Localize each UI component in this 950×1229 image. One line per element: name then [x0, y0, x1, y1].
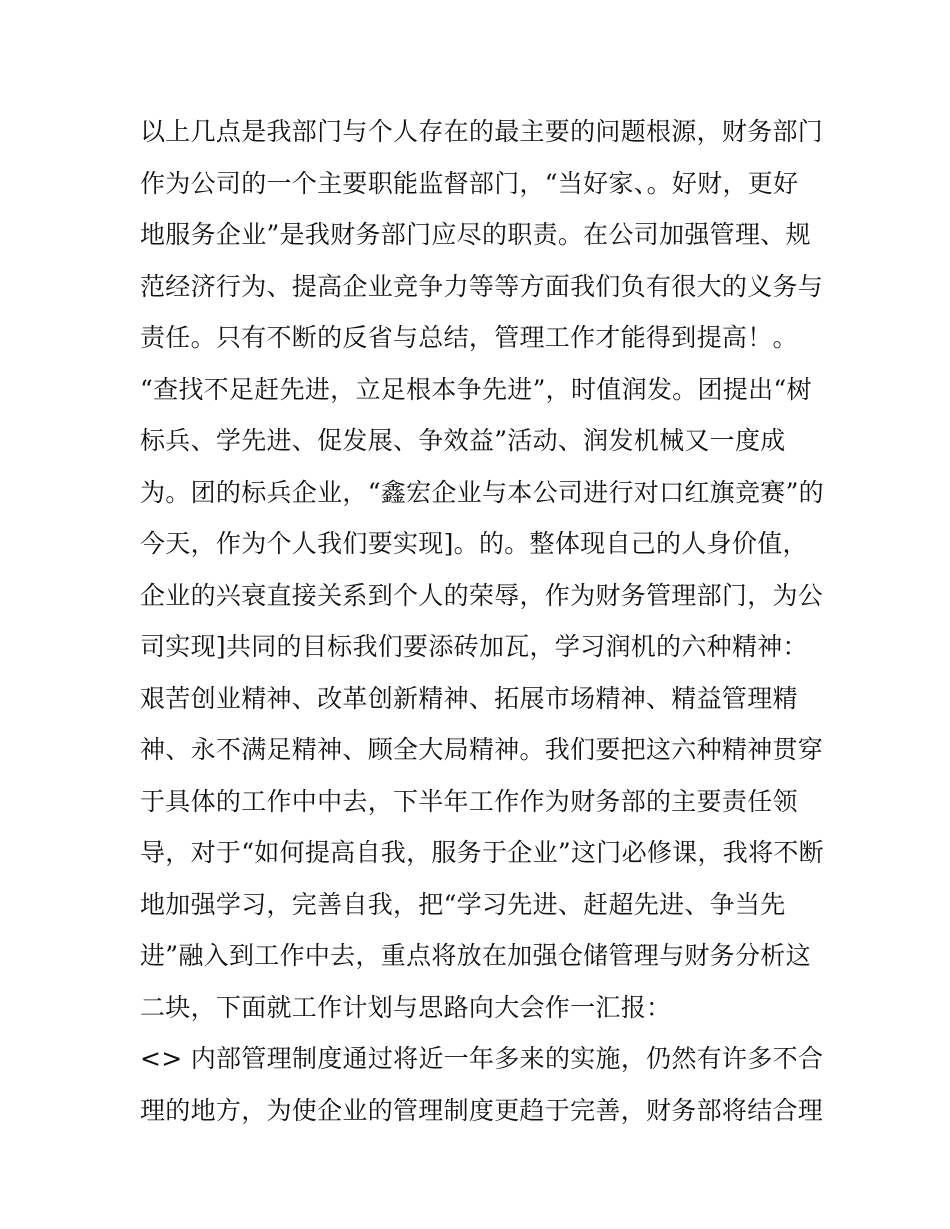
text-line: 以上几点是我部门与个人存在的最主要的问题根源，财务部门 [140, 117, 824, 146]
text-line: 导，对于“如何提高自我，服务于企业”这门必修课，我将不断 [140, 838, 824, 867]
text-line: 神、永不满足精神、顾全大局精神。我们要把这六种精神贯穿 [140, 735, 824, 764]
text-line: 进”融入到工作中去，重点将放在加强仓储管理与财务分析这 [140, 941, 811, 970]
text-line: 于具体的工作中中去，下半年工作作为财务部的主要责任领 [140, 786, 798, 816]
text-line: 地加强学习，完善自我，把“学习先进、赶超先进、争当先 [140, 889, 786, 919]
text-line: 理的地方，为使企业的管理制度更趋于完善，财务部将结合理 [140, 1095, 824, 1125]
text-line: 责任。只有不断的反省与总结，管理工作才能得到提高！。 [140, 323, 798, 352]
text-line: 作为公司的一个主要职能监督部门，“当好家、。好财，更好 [140, 168, 799, 198]
text-line: 二块，下面就工作计划与思路向大会作一汇报： [140, 992, 672, 1022]
text-line: 今天，作为个人我们要实现]。的。整体现自己的人身价值， [140, 529, 808, 558]
text-line: <> 内部管理制度通过将近一年多来的实施，仍然有许多不合 [140, 1044, 824, 1073]
text-line: 司实现]共同的目标我们要添砖加瓦，学习润机的六种精神： [140, 632, 808, 661]
body-text [140, 106, 830, 1136]
text-line: “查找不足赶先进，立足根本争先进”，时值润发。团提出“树 [140, 374, 812, 404]
text-line: 为。团的标兵企业，“鑫宏企业与本公司进行对口红旗竞赛”的 [140, 477, 824, 507]
text-line: 艰苦创业精神、改革创新精神、拓展市场精神、精益管理精 [140, 683, 798, 713]
text-line: 企业的兴衰直接关系到个人的荣辱，作为财务管理部门，为公 [140, 580, 824, 610]
text-line: 标兵、学先进、促发展、争效益”活动、润发机械又一度成 [140, 426, 786, 455]
text-line: 范经济行为、提高企业竞争力等等方面我们负有很大的义务与 [140, 271, 824, 301]
text-line: 地服务企业”是我财务部门应尽的职责。在公司加强管理、规 [140, 220, 811, 249]
